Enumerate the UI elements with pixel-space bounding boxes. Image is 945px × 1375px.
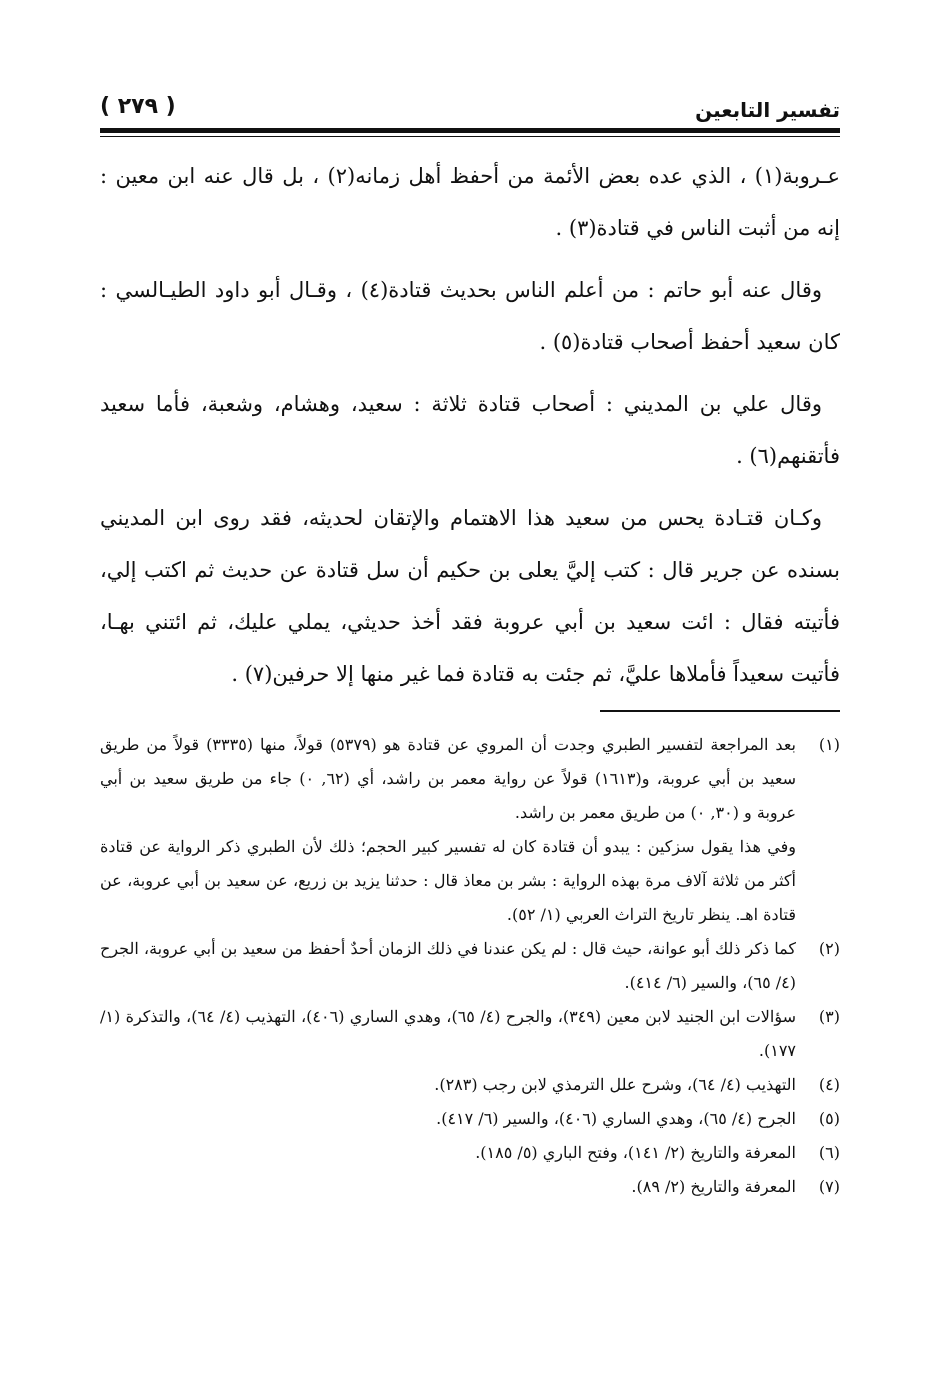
paragraph-3: وقال علي بن المديني : أصحاب قتادة ثلاثة : سعيد، وهشام، وشعبة، فأما سعيد فأتقنهم(٦) . bbox=[100, 392, 840, 468]
footnote-number: (٤) bbox=[818, 1075, 840, 1094]
footnote-1 bbox=[100, 728, 840, 830]
footnote-6 bbox=[100, 1136, 840, 1170]
footnote-3 bbox=[100, 1000, 840, 1068]
footnote-text: كما ذكر ذلك أبو عوانة، حيث قال : لم يكن عندنا في ذلك الزمان أحدٌ أحفظ من سعيد بن أبي عروبة، الجرح (٤/ ٦٥)، والسير (٦/ ٤١٤). bbox=[100, 939, 797, 992]
footnote-text: التهذيب (٤/ ٦٤)، وشرح علل الترمذي لابن رجب (٢٨٣). bbox=[434, 1075, 796, 1094]
footnote-5 bbox=[100, 1102, 840, 1136]
footnote-2 bbox=[100, 932, 840, 1000]
footnote-number: (١) bbox=[818, 735, 840, 754]
page-header bbox=[100, 90, 840, 130]
footnote-number: (٧) bbox=[818, 1177, 840, 1196]
running-title: تفسير التابعين bbox=[695, 98, 840, 122]
footnote-text: الجرح (٤/ ٦٥)، وهدي الساري (٤٠٦)، والسير (٦/ ٤١٧). bbox=[436, 1109, 796, 1128]
header-rule-thick bbox=[100, 128, 840, 133]
footnote-1-continuation: وفي هذا يقول سزكين : يبدو أن قتادة كان له تفسير كبير الحجم؛ ذلك لأن الطبري ذكر الرواية عن قتادة أكثر من ثلاثة آلاف مرة بهذه الرواية : بشر بن معاذ قال : حدثنا يزيد بن زريع، عن سعيد بن أبي عروبة، عن قتادة اهـ. ينظر تاريخ التراث العربي (١/ ٥٢). bbox=[100, 837, 796, 924]
footnote-number: (٥) bbox=[818, 1109, 840, 1128]
footnote-number: (٢) bbox=[818, 939, 840, 958]
paragraph-4: وكـان قتـادة يحس من سعيد هذا الاهتمام والإتقان لحديثه، فقد روى ابن المديني بسنده عن جرير قال : كتب إليَّ يعلى بن حكيم أن سل قتادة عن حديث ثم اكتب إلي، فأتيته فقال : ائت سعيد بن أبي عروبة فقد أخذ حديثي، يملي عليك، ثم ائتني بهـا، فأتيت سعيداً فأملاها عليَّ، ثم جئت به قتادة فما غير منها إلا حرفين(٧) . bbox=[100, 506, 840, 686]
footnote-separator bbox=[600, 710, 840, 712]
footnote-text: المعرفة والتاريخ (٢/ ١٤١)، وفتح الباري (٥/ ١٨٥). bbox=[475, 1143, 796, 1162]
footnotes bbox=[100, 728, 840, 1204]
paragraph-2: وقال عنه أبو حاتم : من أعلم الناس بحديث قتادة(٤) ، وقـال أبو داود الطيـالسي : كان سعيد أحفظ أصحاب قتادة(٥) . bbox=[100, 278, 840, 354]
footnote-7 bbox=[100, 1170, 840, 1204]
header-rule-thin bbox=[100, 136, 840, 137]
footnote-4 bbox=[100, 1068, 840, 1102]
paragraph-1: عـروبة(١) ، الذي عده بعض الأئمة من أحفظ أهل زمانه(٢) ، بل قال عنه ابن معين : إنه من أثبت الناس في قتادة(٣) . bbox=[100, 164, 840, 240]
main-text bbox=[100, 150, 840, 710]
footnote-text: بعد المراجعة لتفسير الطبري وجدت أن المروي عن قتادة هو (٥٣٧٩) قولاً، منها (٣٣٣٥) قولاً من طريق سعيد بن أبي عروبة، و(١٦١٣) قولاً عن رواية معمر بن راشد، أي (٦٢, ٠) جاء من طريق سعيد بن أبي عروبة و (٣٠, ٠) من طريق معمر بن راشد. bbox=[100, 735, 797, 822]
footnote-text: سؤالات ابن الجنيد لابن معين (٣٤٩)، والجرح (٤/ ٦٥)، وهدي الساري (٤٠٦)، التهذيب (٤/ ٦٤)، والتذكرة (١/ ١٧٧). bbox=[100, 1007, 797, 1060]
footnote-text: المعرفة والتاريخ (٢/ ٨٩). bbox=[631, 1177, 796, 1196]
page-number: ( ٢٧٩ ) bbox=[100, 94, 176, 119]
footnote-number: (٣) bbox=[818, 1007, 840, 1026]
footnote-number: (٦) bbox=[818, 1143, 840, 1162]
